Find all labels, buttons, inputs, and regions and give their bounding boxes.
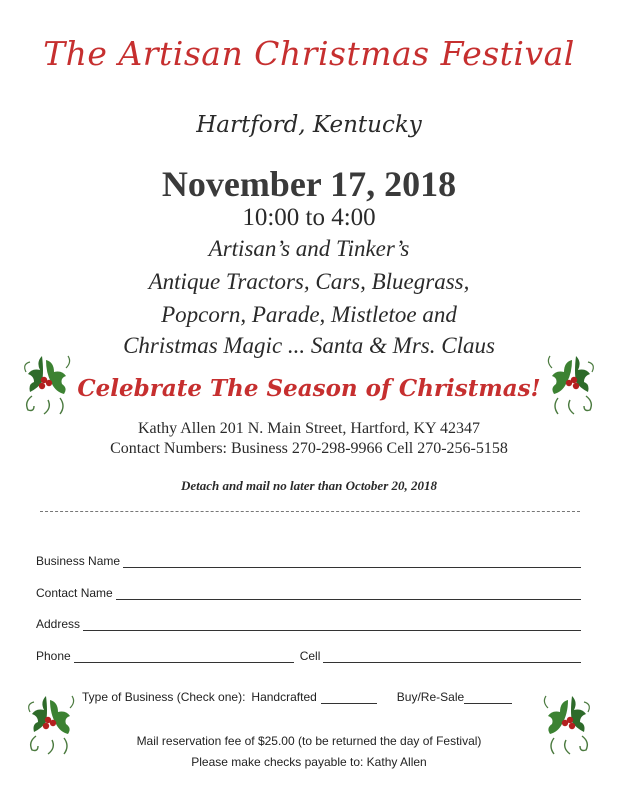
event-date: November 17, 2018 bbox=[161, 164, 457, 204]
attraction-line: Antique Tractors, Cars, Bluegrass, bbox=[148, 269, 470, 294]
business-name-field[interactable] bbox=[123, 555, 581, 568]
reservation-fee: Mail reservation fee of $25.00 (to be returned the day of Festival) bbox=[136, 734, 482, 748]
handcrafted-check[interactable] bbox=[321, 691, 377, 704]
cell-label: Cell bbox=[299, 649, 321, 663]
attraction-line: Artisan’s and Tinker’s bbox=[208, 236, 410, 261]
contact-name-label: Contact Name bbox=[36, 586, 113, 600]
mailing-deadline: Detach and mail no later than October 20, 2018 bbox=[180, 478, 438, 493]
phone-label: Phone bbox=[36, 649, 71, 663]
payable-to: Please make checks payable to: Kathy Allen bbox=[191, 755, 427, 769]
business-type-label: Type of Business (Check one): bbox=[82, 690, 246, 704]
business-type-row bbox=[82, 690, 512, 704]
holly-icon bbox=[26, 690, 78, 760]
detach-line bbox=[40, 511, 580, 512]
phone-field[interactable] bbox=[74, 650, 294, 663]
handcrafted-label: Handcrafted bbox=[251, 690, 317, 704]
contact-numbers: Contact Numbers: Business 270-298-9966 Cell 270-256-5158 bbox=[110, 440, 508, 457]
buy-resale-label: Buy/Re-Sale bbox=[396, 690, 465, 704]
attraction-line: Christmas Magic ... Santa & Mrs. Claus bbox=[123, 333, 495, 358]
phone-row bbox=[36, 649, 581, 663]
address-label: Address bbox=[36, 617, 81, 631]
organizer-address: Kathy Allen 201 N. Main Street, Hartford, KY 42347 bbox=[137, 420, 480, 437]
business-name-label: Business Name bbox=[36, 554, 121, 568]
buy-resale-check[interactable] bbox=[464, 691, 512, 704]
cell-field[interactable] bbox=[323, 650, 581, 663]
attraction-line: Popcorn, Parade, Mistletoe and bbox=[161, 302, 457, 327]
address-field[interactable] bbox=[83, 618, 581, 631]
event-title: The Artisan Christmas Festival bbox=[43, 34, 575, 73]
holly-icon bbox=[540, 690, 592, 760]
event-location: Hartford, Kentucky bbox=[196, 112, 422, 138]
slogan: Celebrate The Season of Christmas! bbox=[77, 375, 541, 402]
address-row bbox=[36, 617, 581, 631]
contact-name-row bbox=[36, 586, 581, 600]
business-name-row bbox=[36, 554, 581, 568]
contact-name-field[interactable] bbox=[116, 587, 581, 600]
event-time: 10:00 to 4:00 bbox=[242, 204, 376, 231]
